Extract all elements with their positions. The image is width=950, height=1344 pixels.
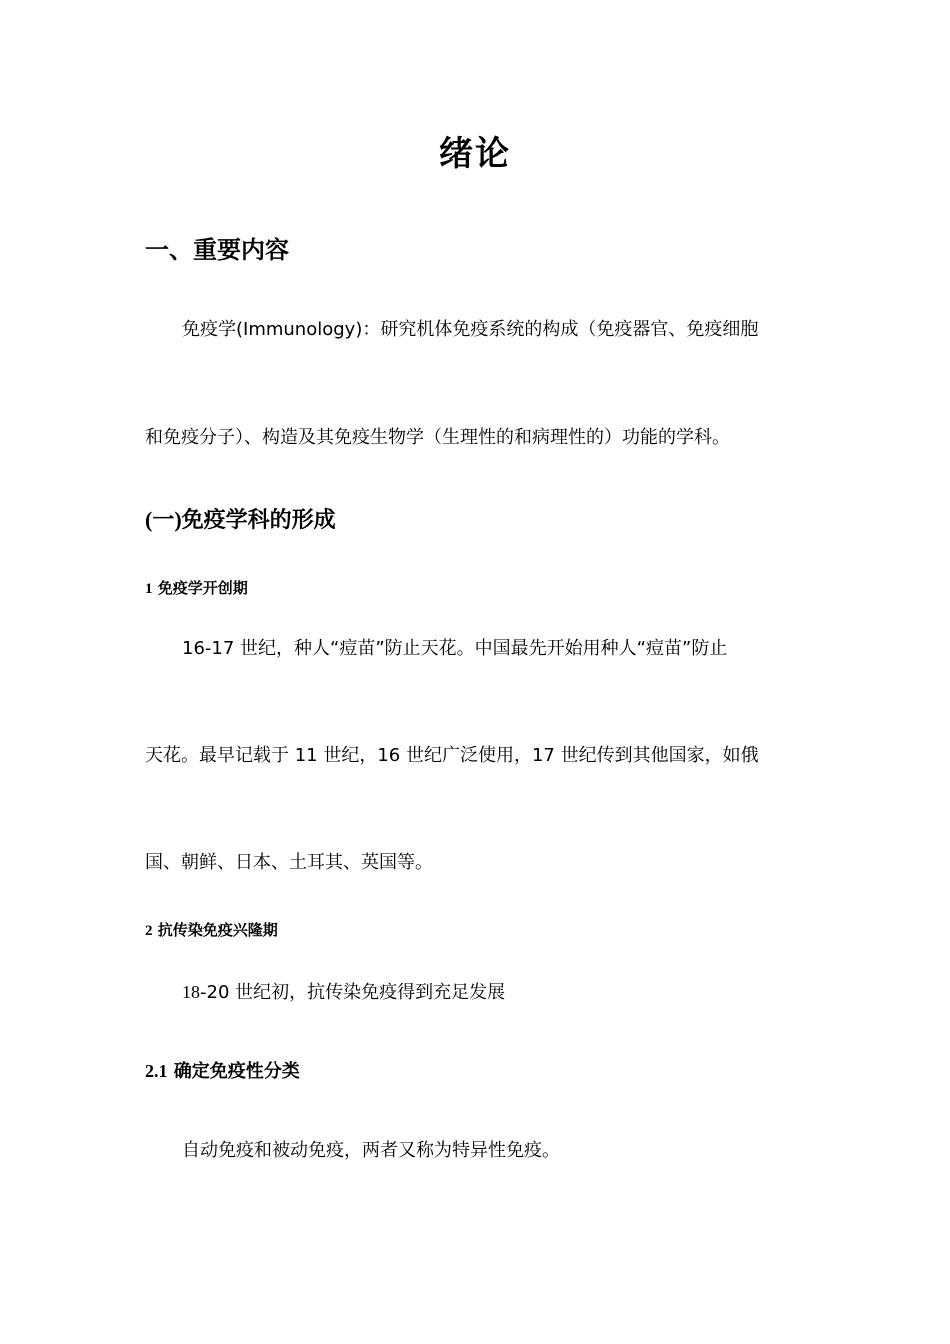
classification-end-mark: 。 [542,1140,560,1160]
classification-text: 自动免疫和被动免疫，两者又称为特异性免疫 [182,1140,542,1161]
period-number: 1 [145,581,153,597]
sub-heading-immunity-classification [145,1057,300,1083]
founding-paragraph-line-2: 天花。最早记载于 11 世纪，16 世纪广泛使用，17 世纪传到其他国家，如俄 [145,745,759,766]
period-heading-anti-infection [145,919,278,940]
period-label: 抗传染免疫兴隆期 [157,921,278,939]
section-heading-important-content: 一、重要内容 [145,236,289,264]
period-label: 免疫学开创期 [157,579,248,597]
century-number: 18 [182,982,200,1002]
subsection-heading-text: 免疫学科的形成 [181,508,336,533]
subsection-number: (一) [145,507,182,532]
period-heading-founding [145,577,248,598]
founding-paragraph-line-3: 国、朝鲜、日本、土耳其、英国等。 [145,852,433,873]
classification-paragraph [182,1137,560,1164]
founding-paragraph-line-1: 16-17 世纪，种人“痘苗”防止天花。中国最先开始用种人“痘苗”防止 [182,638,728,659]
sub-heading-number: 2.1 [145,1061,168,1081]
anti-infection-text: -20 世纪初，抗传染免疫得到充足发展 [200,982,506,1003]
period-number: 2 [145,923,153,939]
definition-line-1: 免疫学(Immunology)：研究机体免疫系统的构成（免疫器官、免疫细胞 [182,319,759,340]
subsection-heading-formation [145,503,336,534]
sub-heading-label: 确定免疫性分类 [173,1061,300,1082]
anti-infection-paragraph [182,979,505,1006]
definition-line-2: 和免疫分子）、构造及其免疫生物学（生理性的和病理性的）功能的学科。 [145,427,730,448]
page-title: 绪论 [439,134,511,174]
